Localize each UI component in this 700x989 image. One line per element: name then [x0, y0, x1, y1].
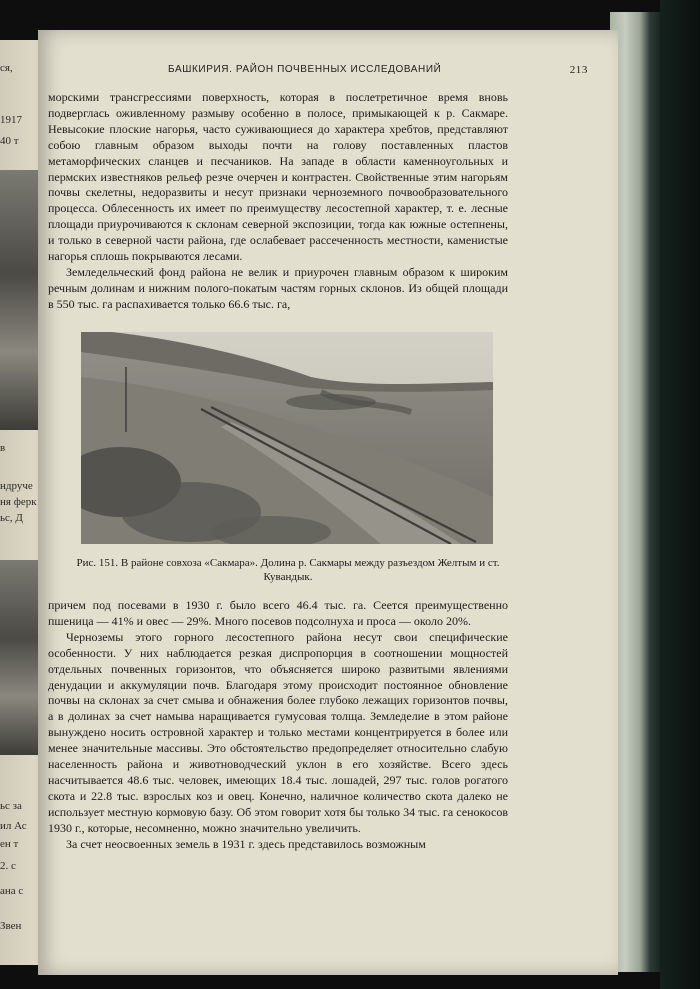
left-page-fragment: 1917 — [0, 114, 22, 126]
left-page-fragment: ндруче — [0, 480, 33, 492]
book-page — [38, 30, 618, 975]
body-text-bottom — [48, 598, 508, 853]
paragraph: причем под посевами в 1930 г. было всего 46.4 тыс. га. Сеется преимущественно пшеница — 41% и овес — 29%. Много посевов подсолнуха и проса — около 20%. — [48, 598, 508, 628]
photo-illustration — [81, 332, 493, 544]
paragraph: Черноземы этого горного лесостепного района несут свои специфические особенности. У них наблюдается резкая диспропорция в соотношении мощностей отдельных почвенных горизонтов, что объясняется широко развитыми явлениями денудации и аккумуляции почв. Благодаря этому происходит постоянное обновление почвы на склонах за счет смыва и обнажения более глубоко лежащих горизонтов почвы, а в долинах за счет намыва наращивается гумусовая толща. Земледелие в этом районе вынуждено носить островной характер и только местами концентрируется в более или менее значительные массивы. Это обстоятельство предопределяет относительно слабую населенность района и животноводческий уклон в его хозяйстве. Всего здесь насчитывается 48.6 тыс. человек, имеющих 18.4 тыс. лошадей, 297 тыс. голов рогатого скота и 22.8 тыс. взрослых коз и овец. Конечно, наличное количество скота далеко не использует местную кормовую базу. Об этом говорит хотя бы только 34 тыс. га сенокосов 1930 г., которые, несомненно, можно значительно увеличить. — [48, 629, 508, 835]
left-page-fragment: ана с — [0, 885, 24, 897]
left-page-fragment: Звен — [0, 920, 22, 932]
book-spine — [660, 0, 700, 989]
paragraph: Земледельческий фонд района не велик и приурочен главным образом к широким речным долинам и нижним полого-покатым частям горных склонов. Из общей площади в 550 тыс. га распахивается только 66.6 тыс. га, — [48, 264, 508, 311]
paragraph: морскими трансгрессиями поверхность, которая в послетретичное время вновь подверглась оживленному размыву особенно в полосе, примыкающей к р. Сакмаре. Невысокие плоские нагорья, часто суживающиеся до характера хребтов, представляют собою главным образом выходы почти на голову поставленных пластов метаморфических сланцев и песчаников. На западе в области каменноугольных и пермских известняков рельеф резче очерчен и контрастен. Свойственные этим нагорьям почвы скелетны, недоразвиты и несут признаки черноземного почвообразовательного процесса. Облесенность их имеет по преимуществу лесостепной характер, т. е. лесные площади приурочиваются к склонам северной экспозиции, тогда как южные остепнены, и только в северной части района, где ослабевает рассеченность местности, каменистые нагорья сплошь покрываются лесами. — [48, 90, 508, 264]
figure-caption: Рис. 151. В районе совхоза «Сакмара». Долина р. Сакмары между разъездом Желтым и ст. Кувандык. — [76, 557, 500, 583]
landscape-photo — [81, 332, 493, 544]
left-page-fragment: ьс за — [0, 800, 22, 812]
running-title: БАШКИРИЯ. РАЙОН ПОЧВЕННЫХ ИССЛЕДОВАНИЙ — [168, 64, 442, 75]
left-page-fragment: ня ферк — [0, 496, 37, 508]
running-header — [68, 64, 588, 80]
left-page-fragment: 2. с — [0, 860, 16, 872]
paragraph: За счет неосвоенных земель в 1931 г. здесь представилось возможным — [66, 836, 426, 851]
left-page-fragment: ен т — [0, 838, 19, 850]
page-number: 213 — [569, 64, 588, 76]
body-text-top — [48, 90, 508, 313]
left-page-fragment: ил Ас — [0, 820, 27, 832]
left-page-fragment: 40 т — [0, 135, 19, 147]
left-page-fragment: в — [0, 442, 6, 454]
left-page-fragment: ьс, Д — [0, 512, 23, 524]
left-page-fragment: ся, — [0, 62, 13, 74]
